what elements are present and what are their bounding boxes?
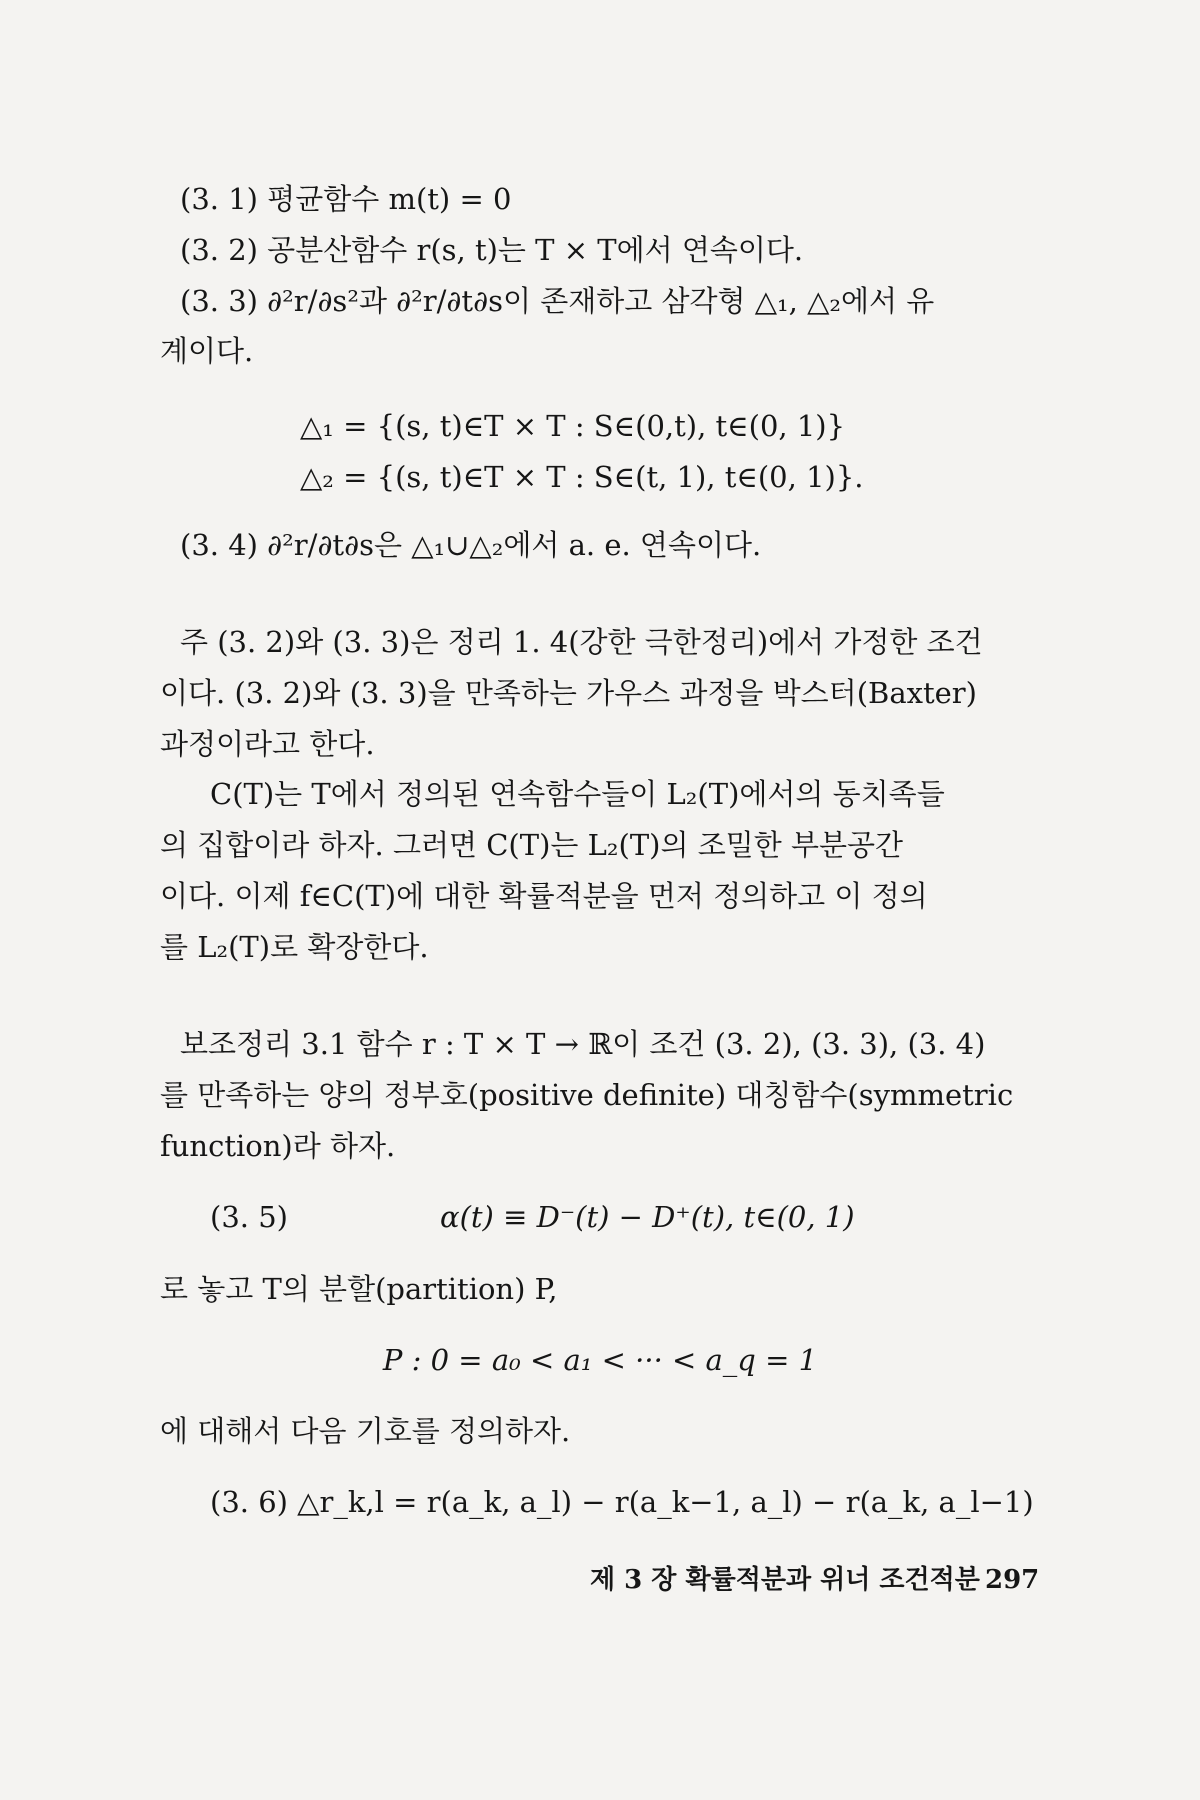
paragraph-line4: 를 L₂(T)로 확장한다. xyxy=(160,930,429,964)
equation-3-5: α(t) ≡ D⁻(t) − D⁺(t), t∈(0, 1) xyxy=(440,1200,855,1234)
condition-3-4: (3. 4) ∂²r/∂t∂s은 △₁∪△₂에서 a. e. 연속이다. xyxy=(180,528,762,562)
paragraph-line3: 이다. 이제 f∈C(T)에 대한 확률적분을 먼저 정의하고 이 정의 xyxy=(160,879,928,913)
condition-3-3-line1: (3. 3) ∂²r/∂s²과 ∂²r/∂t∂s이 존재하고 삼각형 △₁, △₂에서 유 xyxy=(180,284,935,318)
lemma-line3: function)라 하자. xyxy=(160,1129,396,1163)
note-line3: 과정이라고 한다. xyxy=(160,727,375,761)
condition-3-1: (3. 1) 평균함수 m(t) = 0 xyxy=(180,182,512,216)
lemma-line2: 를 만족하는 양의 정부호(positive definite) 대칭함수(symmetric xyxy=(160,1078,1014,1112)
lemma-line1: 보조정리 3.1 함수 r : T × T → ℝ이 조건 (3. 2), (3. 3), (3. 4) xyxy=(180,1027,986,1061)
partition-definition: P : 0 = a₀ < a₁ < ··· < a_q = 1 xyxy=(382,1343,818,1377)
paragraph-line1: C(T)는 T에서 정의된 연속함수들이 L₂(T)에서의 동치족들 xyxy=(210,777,945,811)
running-footer-chapter: 제 3 장 확률적분과 위너 조건적분 xyxy=(590,1565,980,1595)
condition-3-3-line2: 계이다. xyxy=(160,334,254,368)
note-line2: 이다. (3. 2)와 (3. 3)을 만족하는 가우스 과정을 박스터(Baxter) xyxy=(160,676,977,710)
after-partition: 에 대해서 다음 기호를 정의하자. xyxy=(160,1414,571,1448)
equation-3-5-label: (3. 5) xyxy=(210,1200,288,1234)
paragraph-line2: 의 집합이라 하자. 그러면 C(T)는 L₂(T)의 조밀한 부분공간 xyxy=(160,828,904,862)
after-equation-3-5: 로 놓고 T의 분할(partition) P, xyxy=(160,1272,558,1306)
note-line1: 주 (3. 2)와 (3. 3)은 정리 1. 4(강한 극한정리)에서 가정한 조건 xyxy=(180,625,983,659)
delta1-definition: △₁ = {(s, t)∈T × T : S∈(0,t), t∈(0, 1)} xyxy=(300,409,846,443)
condition-3-2: (3. 2) 공분산함수 r(s, t)는 T × T에서 연속이다. xyxy=(180,233,804,267)
delta2-definition: △₂ = {(s, t)∈T × T : S∈(t, 1), t∈(0, 1)}. xyxy=(300,460,864,494)
page-number: 297 xyxy=(985,1565,1040,1595)
equation-3-6: (3. 6) △r_k,l = r(a_k, a_l) − r(a_k−1, a_l) − r(a_k, a_l−1) xyxy=(210,1485,1034,1519)
